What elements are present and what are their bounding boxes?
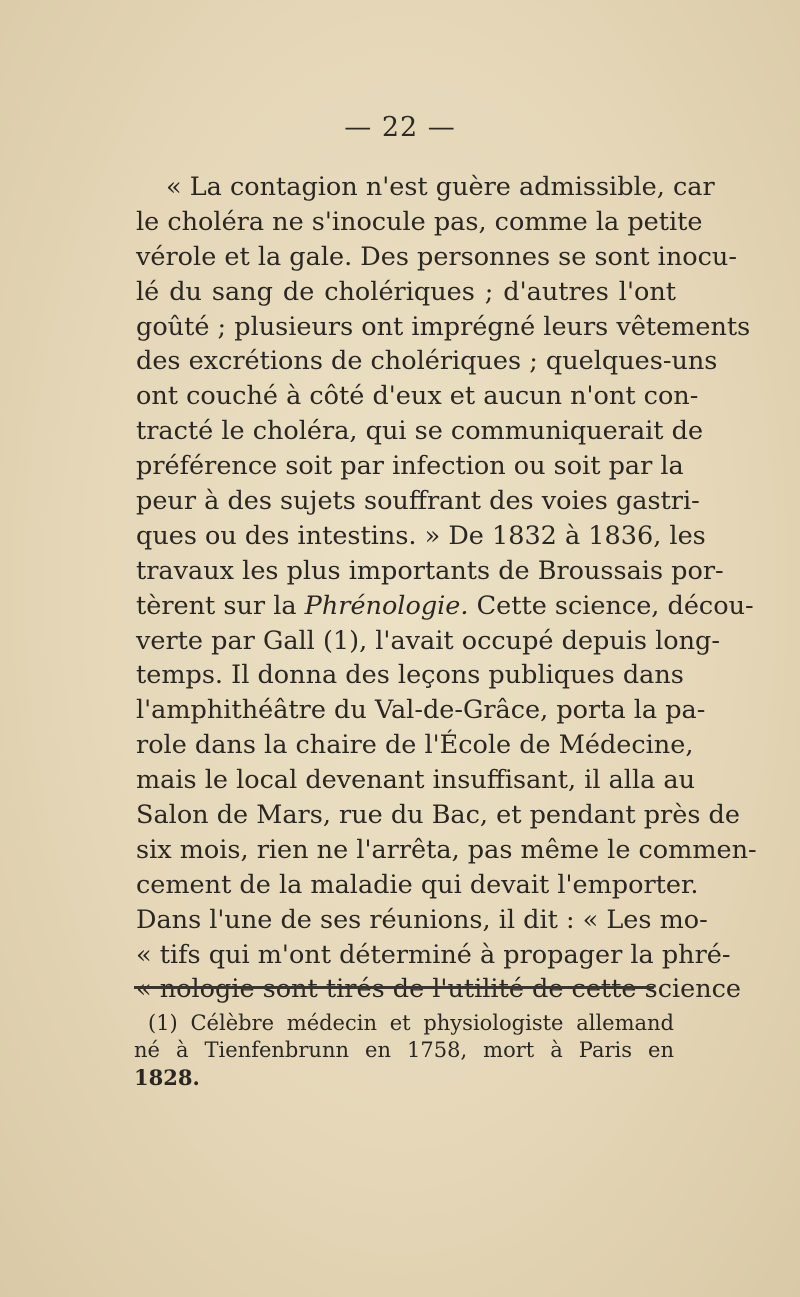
text-line: Salon de Mars, rue du Bac, et pendant près de xyxy=(136,800,740,831)
text-line: goûté ; plusieurs ont imprégné leurs vêtements xyxy=(136,311,751,342)
footnote-line: né à Tienfenbrunn en 1758, mort à Paris en xyxy=(134,1038,674,1062)
text-line: peur à des sujets souffrant des voies gastri- xyxy=(136,486,700,517)
text-line: role dans la chaire de l'École de Médecine, xyxy=(136,730,694,761)
text-line: lé du sang de cholériques ; d'autres l'ont xyxy=(136,276,676,307)
text-line: ques ou des intestins. » De 1832 à 1836, les xyxy=(136,520,706,551)
text-line: ont couché à côté d'eux et aucun n'ont con- xyxy=(136,381,699,412)
text-line: tracté le choléra, qui se communiquerait de xyxy=(136,416,704,447)
text-line: des excrétions de cholériques ; quelques-uns xyxy=(136,346,718,377)
footnote-line: (1) Célèbre médecin et physiologiste allemand xyxy=(148,1011,674,1035)
page-number: — 22 — xyxy=(344,112,456,143)
text-line: travaux les plus importants de Broussais por- xyxy=(136,555,724,586)
body-text xyxy=(136,170,757,1007)
text-line: mais le local devenant insuffisant, il alla au xyxy=(136,765,696,796)
text-line: cement de la maladie qui devait l'emporter. xyxy=(136,869,699,900)
text-line: « nologie sont tirés de l'utilité de cette science xyxy=(136,974,742,1005)
text-line-mixed xyxy=(136,589,754,624)
text-segment: tèrent sur la xyxy=(136,590,305,621)
text-segment: Cette science, décou- xyxy=(468,590,754,621)
footnote-divider xyxy=(134,986,654,989)
text-line: temps. Il donna des leçons publiques dans xyxy=(136,660,684,691)
footnote-line: 1828. xyxy=(134,1065,200,1090)
text-line: « La contagion n'est guère admissible, car xyxy=(166,172,715,202)
text-line: « tifs qui m'ont déterminé à propager la phré- xyxy=(136,939,731,970)
italic-term: Phrénologie. xyxy=(304,590,469,621)
text-line: le choléra ne s'inocule pas, comme la petite xyxy=(136,206,703,237)
text-line: vérole et la gale. Des personnes se sont inocu- xyxy=(136,241,737,272)
footnote xyxy=(134,1010,674,1091)
text-line: Dans l'une de ses réunions, il dit : « Les mo- xyxy=(136,904,708,935)
text-line: verte par Gall (1), l'avait occupé depuis long- xyxy=(136,625,720,656)
text-line: l'amphithéâtre du Val-de-Grâce, porta la pa- xyxy=(136,695,706,726)
text-line: préférence soit par infection ou soit par la xyxy=(136,451,684,482)
text-line: six mois, rien ne l'arrêta, pas même le commen- xyxy=(136,834,757,865)
